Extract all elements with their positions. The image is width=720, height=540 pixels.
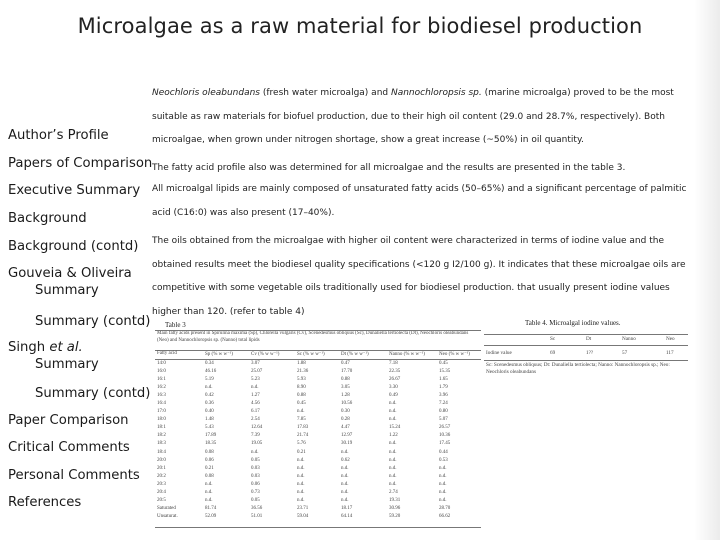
table-cell: 1.79 <box>439 385 448 391</box>
table-cell: 5.76 <box>297 441 306 447</box>
table-cell: 0.62 <box>341 457 350 463</box>
table-cell: 17.89 <box>205 433 217 439</box>
table-cell: n.d. <box>389 441 397 447</box>
table4 <box>484 334 688 384</box>
table-cell: n.d. <box>389 473 397 479</box>
table-cell: 20:4 <box>157 489 166 495</box>
table-cell: 0.06 <box>205 457 214 463</box>
table-cell: 0.40 <box>205 409 214 415</box>
table-cell: 59.04 <box>297 513 309 519</box>
table-cell: 0.34 <box>205 361 214 366</box>
table-row <box>155 401 481 409</box>
sidebar-item-singh-summary[interactable] <box>8 339 99 373</box>
table-cell: n.d. <box>389 457 397 463</box>
table3 <box>155 330 481 528</box>
table-cell: 17.83 <box>297 425 309 431</box>
sidebar-item-sublabel: Summary (contd) <box>35 386 151 401</box>
sidebar-item-label: Critical Comments <box>8 440 130 455</box>
table-cell: 46.16 <box>205 369 217 375</box>
table-cell: 10.56 <box>341 401 353 407</box>
sidebar-item-label: References <box>8 495 82 510</box>
table-cell: 0.21 <box>205 465 214 471</box>
table-cell: Unsaturat. <box>157 513 178 519</box>
table4-footnote: Sc: Scenedesmus obliquus; Dt: Dunaliella tertiolecta; Nanno: Nannochloropsis sp.; Neo: Neochloris oleabundans <box>486 362 670 375</box>
table-row <box>155 458 481 466</box>
table-cell: 0.44 <box>439 449 448 455</box>
sidebar-item-sublabel: Summary (contd) <box>35 314 151 329</box>
table-cell: n.d. <box>297 489 305 495</box>
table-cell: 1.27 <box>251 393 260 399</box>
table-cell: 15.35 <box>439 369 451 375</box>
table-cell: 19.31 <box>389 497 401 503</box>
table-row <box>155 417 481 425</box>
table-cell: 5.19 <box>205 377 214 383</box>
table-cell: 26.67 <box>389 377 401 383</box>
table-cell: n.d. <box>341 497 349 503</box>
table-cell: 81.74 <box>205 505 217 511</box>
table-cell: 28.70 <box>439 505 451 511</box>
sidebar-item-label-italic: et al. <box>49 340 83 355</box>
table-cell: Saturated <box>157 505 176 511</box>
table-cell: n.d. <box>439 481 447 487</box>
column-header: Dt (% w w⁻¹) <box>341 352 369 357</box>
table-row <box>155 377 481 385</box>
sidebar-item-authors-profile[interactable] <box>8 127 109 144</box>
table-cell: 3.96 <box>439 393 448 399</box>
table-cell: 1?? <box>586 350 594 356</box>
table-cell: 12.97 <box>341 433 353 439</box>
table-cell: 18:2 <box>157 433 166 439</box>
table-cell: n.d. <box>389 481 397 487</box>
table-cell: 0.03 <box>251 473 260 479</box>
table-cell: 14:0 <box>157 361 166 366</box>
table-cell: 64.14 <box>341 513 353 519</box>
table-cell: 5.23 <box>251 377 260 383</box>
table-cell: 5.07 <box>439 417 448 423</box>
table-cell: 1.48 <box>205 417 214 423</box>
table-cell: n.d. <box>297 497 305 503</box>
table-cell: 0.73 <box>251 489 260 495</box>
column-header: Nanno <box>622 336 636 342</box>
table-cell: 20:3 <box>157 481 166 487</box>
table-cell: n.d. <box>251 449 259 455</box>
sidebar-item-label: Executive Summary <box>8 183 141 198</box>
table-rule <box>484 360 688 361</box>
table-rule <box>155 359 481 360</box>
slide-title: Microalgae as a raw material for biodiesel production <box>77 14 643 38</box>
table-cell: 0.45 <box>297 401 306 407</box>
table-cell: n.d. <box>439 473 447 479</box>
table-cell: 0.03 <box>251 465 260 471</box>
table-cell: n.d. <box>389 465 397 471</box>
table-row <box>155 369 481 377</box>
table-cell: 0.05 <box>251 497 260 503</box>
table-row <box>155 506 481 514</box>
table3-caption: Table 3 <box>165 321 186 329</box>
table-cell: 21.36 <box>297 369 309 375</box>
table-cell: 30.96 <box>389 505 401 511</box>
table-cell: 18.35 <box>205 441 217 447</box>
table-cell: 51.01 <box>251 513 263 519</box>
table-cell: n.d. <box>205 385 213 391</box>
table-cell: n.d. <box>297 481 305 487</box>
table-cell: n.d. <box>251 385 259 391</box>
table-cell: 18:0 <box>157 417 166 423</box>
table-cell: 3.30 <box>389 385 398 391</box>
table-cell: 16:1 <box>157 377 166 383</box>
table4-column-headers <box>484 334 688 344</box>
table-cell: 5.43 <box>205 425 214 431</box>
table-cell: n.d. <box>205 481 213 487</box>
paragraph-oil-content: Neochloris oleabundans (fresh water microalga) and Nannochloropsis sp. (marine microalga) proved to be the most suitable as raw materials for biofuel production, due to their high oil content (29.0 and 28.7%, respectively). Both microalgae, when grown under nitrogen shortage, show a great increase (~50%) in oil quantity. <box>152 88 674 145</box>
table-cell: n.d. <box>341 473 349 479</box>
table-cell: 20:1 <box>157 465 166 471</box>
table-cell: 12.64 <box>251 425 263 431</box>
sidebar-item-background[interactable] <box>8 210 87 227</box>
column-header: Nanno (% w w⁻¹) <box>389 352 425 357</box>
table-cell: n.d. <box>297 409 305 415</box>
table-cell: 0.53 <box>439 457 448 463</box>
table-cell: 26.57 <box>439 425 451 431</box>
table-cell: n.d. <box>205 489 213 495</box>
table-row <box>155 474 481 482</box>
table-cell: 0.49 <box>389 393 398 399</box>
table-cell: 16:3 <box>157 393 166 399</box>
table-row <box>155 482 481 490</box>
sidebar-item-sublabel: Summary <box>35 283 99 298</box>
table-cell: 20:2 <box>157 473 166 479</box>
table-cell: n.d. <box>389 417 397 423</box>
sidebar-item-label: Background <box>8 211 87 226</box>
sidebar-item-label: Paper Comparison <box>8 413 129 428</box>
column-header: Neo (% w w⁻¹) <box>439 352 470 357</box>
table-cell: 66.62 <box>439 513 451 519</box>
sidebar-item-summary-contd-1[interactable] <box>8 313 150 330</box>
table-cell: 3.05 <box>341 385 350 391</box>
column-header: Sc (% w w⁻¹) <box>297 352 325 357</box>
table-cell: 1.28 <box>341 393 350 399</box>
table-cell: n.d. <box>341 489 349 495</box>
table-cell: 7.18 <box>389 361 398 366</box>
species-name: Nannochloropsis sp. <box>390 88 482 98</box>
table-row <box>484 348 688 358</box>
table-row <box>155 393 481 401</box>
table3-header: Main fatty acids present in Spirulina maxima (Sp), Chlorella vulgaris (Cv), Scenedesmus obliquus (Sc), Dunaliella tertiolecta (Dt), Neochloris oleabundans (Neo) and Nannochloropsis sp. (Nanno) total lipids <box>157 331 469 343</box>
table-row <box>155 466 481 474</box>
paragraph-fatty-acid-profile: The fatty acid profile also was determined for all microalgae and the results are presented in the table 3. <box>152 163 626 173</box>
table-cell: 10.36 <box>439 433 451 439</box>
table-cell: n.d. <box>439 497 447 503</box>
column-header: Fatty acid <box>157 351 177 356</box>
table-cell: 17.70 <box>341 369 353 375</box>
table-cell: 0.36 <box>205 401 214 407</box>
sidebar-nav <box>0 0 153 540</box>
table-cell: 0.30 <box>341 409 350 415</box>
table-cell: 1.65 <box>439 377 448 383</box>
column-header: Cv (% w w⁻¹) <box>251 352 280 357</box>
table-cell: n.d. <box>341 465 349 471</box>
table-cell: n.d. <box>205 497 213 503</box>
table-cell: 16:4 <box>157 401 166 407</box>
table-cell: 117 <box>666 350 674 356</box>
table-row <box>155 385 481 393</box>
table-cell: 0.47 <box>341 361 350 366</box>
table-rule <box>155 330 481 331</box>
sidebar-item-papers-of-comparison[interactable] <box>8 155 152 172</box>
table-cell: 1.88 <box>297 361 306 366</box>
table-cell: 8.90 <box>297 385 306 391</box>
table-cell: 0.08 <box>205 449 214 455</box>
table-cell: n.d. <box>439 489 447 495</box>
table-row <box>155 490 481 498</box>
table-cell: n.d. <box>389 449 397 455</box>
table-cell: n.d. <box>297 473 305 479</box>
sidebar-item-label: Singh <box>8 340 50 355</box>
table-cell: 0.08 <box>205 473 214 479</box>
table-row <box>155 450 481 458</box>
table-cell: 16:2 <box>157 385 166 391</box>
sidebar-item-sublabel: Summary <box>35 357 99 372</box>
table-row <box>155 361 481 369</box>
table-row <box>155 514 481 522</box>
table-cell: n.d. <box>341 449 349 455</box>
column-header: Sp (% w w⁻¹) <box>205 352 233 357</box>
table-cell: 0.06 <box>251 481 260 487</box>
table-cell: 0.88 <box>341 377 350 383</box>
table-cell: 0.80 <box>439 409 448 415</box>
table-row <box>155 409 481 417</box>
column-header: Dt <box>586 336 592 342</box>
table-cell: 52.09 <box>205 513 217 519</box>
table-cell: 36.56 <box>251 505 263 511</box>
paragraph-lipid-composition: All microalgal lipids are mainly composed of unsaturated fatty acids (50–65%) and a significant percentage of palmitic acid (C16:0) was also present (17–40%). <box>152 184 687 218</box>
table-cell: 20:0 <box>157 457 166 463</box>
table-cell: 20:5 <box>157 497 166 503</box>
table-row <box>155 433 481 441</box>
table-cell: 0.88 <box>297 393 306 399</box>
sidebar-item-personal-comments[interactable] <box>8 467 140 484</box>
sidebar-item-critical-comments[interactable] <box>8 439 130 456</box>
right-edge-shadow <box>694 0 720 540</box>
paragraph-iodine-value: The oils obtained from the microalgae with higher oil content were characterized in terms of iodine value and the obtained results meet the biodiesel quality specifications (<120 g I2/100 g). It indicates that these microalgae oils are competitive with some vegetable oils traditionally used for biodiesel production. that usually present iodine values higher than 120. (refer to table 4) <box>152 236 686 317</box>
table-cell: 18:4 <box>157 449 166 455</box>
table-cell: 21.74 <box>297 433 309 439</box>
table-row <box>155 425 481 433</box>
table-cell: n.d. <box>439 465 447 471</box>
table-cell: 18.17 <box>341 505 353 511</box>
table-cell: 16:0 <box>157 369 166 375</box>
table-cell: 1.22 <box>389 433 398 439</box>
sidebar-item-label: Personal Comments <box>8 468 140 483</box>
table-cell: 25.07 <box>251 369 263 375</box>
table-rule <box>484 345 688 346</box>
table-cell: 7.85 <box>297 417 306 423</box>
table-cell: n.d. <box>389 401 397 407</box>
table-cell: 19.05 <box>251 441 263 447</box>
table-cell: 18:1 <box>157 425 166 431</box>
table-cell: 15.24 <box>389 425 401 431</box>
table-cell: 2.74 <box>389 489 398 495</box>
table-cell: 4.47 <box>341 425 350 431</box>
table3-body <box>155 361 481 522</box>
sidebar-item-paper-comparison[interactable] <box>8 412 129 429</box>
table-cell: 17.45 <box>439 441 451 447</box>
sidebar-item-gouveia-oliveira-summary[interactable] <box>8 265 132 299</box>
sidebar-item-label: Gouveia & Oliveira <box>8 266 132 281</box>
table-cell: 59.20 <box>389 513 401 519</box>
sidebar-item-summary-contd-2[interactable] <box>8 385 150 402</box>
sidebar-item-references[interactable] <box>8 494 81 511</box>
table3-column-headers <box>155 351 481 359</box>
table-rule <box>155 527 481 528</box>
table-cell: n.d. <box>389 409 397 415</box>
species-name: Neochloris oleabundans <box>152 88 260 98</box>
table-row <box>155 441 481 449</box>
table-cell: Iodine value <box>486 350 512 356</box>
table-cell: 17:0 <box>157 409 166 415</box>
table-cell: n.d. <box>341 481 349 487</box>
sidebar-item-label: Background (contd) <box>8 239 139 254</box>
table-cell: 4.56 <box>251 401 260 407</box>
table4-caption: Table 4. Microalgal iodine values. <box>525 319 621 327</box>
table-cell: 2.54 <box>251 417 260 423</box>
table-cell: 23.71 <box>297 505 309 511</box>
sidebar-item-label: Author’s Profile <box>8 128 109 143</box>
table-cell: 18:3 <box>157 441 166 447</box>
table-cell: 0.21 <box>297 449 306 455</box>
table-cell: 7.24 <box>439 401 448 407</box>
table-cell: n.d. <box>297 457 305 463</box>
table-cell: 3.07 <box>251 361 260 366</box>
sidebar-item-background-contd[interactable] <box>8 238 138 255</box>
table-cell: 5.93 <box>297 377 306 383</box>
table-cell: 6.17 <box>251 409 260 415</box>
sidebar-item-label: Papers of Comparison <box>8 156 153 171</box>
column-header: Sc <box>550 336 556 342</box>
table-cell: 22.35 <box>389 369 401 375</box>
table-row <box>155 498 481 506</box>
table-cell: 30.19 <box>341 441 353 447</box>
table-cell: 57 <box>622 350 628 356</box>
table-cell: 0.05 <box>251 457 260 463</box>
table-cell: 0.42 <box>205 393 214 399</box>
table-cell: 69 <box>550 350 556 356</box>
table-cell: 0.45 <box>439 361 448 366</box>
column-header: Neo <box>666 336 675 342</box>
table-cell: 7.39 <box>251 433 260 439</box>
table-cell: n.d. <box>297 465 305 471</box>
table-cell: 0.28 <box>341 417 350 423</box>
sidebar-item-executive-summary[interactable] <box>8 182 140 199</box>
